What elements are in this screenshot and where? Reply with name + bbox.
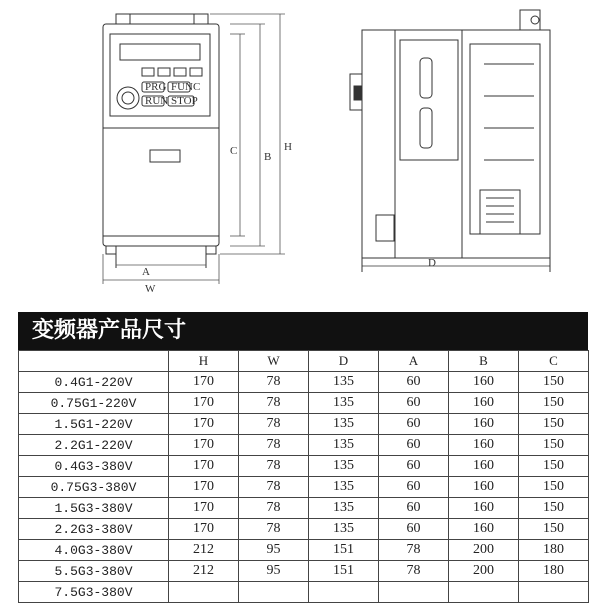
dial-knob <box>117 87 139 109</box>
table-row <box>19 582 589 603</box>
cell-d: 135 <box>309 456 379 477</box>
header-b: B <box>449 351 519 372</box>
cell-b: 160 <box>449 456 519 477</box>
cell-a: 60 <box>379 498 449 519</box>
cell-d: 135 <box>309 414 379 435</box>
cell-w: 95 <box>239 540 309 561</box>
cell-d: 151 <box>309 561 379 582</box>
cell-h: 170 <box>169 414 239 435</box>
cell-c: 150 <box>519 498 589 519</box>
cell-a: 60 <box>379 519 449 540</box>
cell-w: 95 <box>239 561 309 582</box>
display-window <box>120 44 200 60</box>
header-a: A <box>379 351 449 372</box>
cell-model: 0.75G3-380V <box>19 477 169 498</box>
cell-a <box>379 582 449 603</box>
cell-c: 150 <box>519 393 589 414</box>
panel-text <box>145 81 200 107</box>
cell-h: 170 <box>169 519 239 540</box>
cell-model: 2.2G1-220V <box>19 435 169 456</box>
cell-w: 78 <box>239 519 309 540</box>
cell-w: 78 <box>239 372 309 393</box>
cell-c: 150 <box>519 435 589 456</box>
cell-model: 1.5G1-220V <box>19 414 169 435</box>
cell-a: 60 <box>379 414 449 435</box>
cell-model: 2.2G3-380V <box>19 519 169 540</box>
cell-w <box>239 582 309 603</box>
table-row <box>19 498 589 519</box>
table-row <box>19 540 589 561</box>
cell-w: 78 <box>239 435 309 456</box>
dim-label-b: B <box>264 151 272 163</box>
cell-a: 60 <box>379 477 449 498</box>
cell-d: 135 <box>309 498 379 519</box>
table-row <box>19 477 589 498</box>
dimension-table <box>18 350 589 603</box>
prg-label: PRG <box>145 81 167 93</box>
cell-model: 0.75G1-220V <box>19 393 169 414</box>
cell-w: 78 <box>239 414 309 435</box>
table-row <box>19 519 589 540</box>
cell-a: 78 <box>379 561 449 582</box>
cell-w: 78 <box>239 393 309 414</box>
cell-model: 0.4G3-380V <box>19 456 169 477</box>
cell-b: 160 <box>449 519 519 540</box>
cell-c: 180 <box>519 561 589 582</box>
table-row <box>19 456 589 477</box>
table-row <box>19 393 589 414</box>
dim-label-d: D <box>428 257 436 269</box>
cell-b: 200 <box>449 540 519 561</box>
cell-c: 150 <box>519 456 589 477</box>
cell-c: 150 <box>519 477 589 498</box>
cell-d: 135 <box>309 477 379 498</box>
cell-h: 170 <box>169 498 239 519</box>
cell-b: 160 <box>449 498 519 519</box>
cell-h: 170 <box>169 477 239 498</box>
cell-h: 212 <box>169 561 239 582</box>
cell-b: 160 <box>449 372 519 393</box>
cell-c: 150 <box>519 372 589 393</box>
run-label: RUN <box>145 95 169 107</box>
cell-c <box>519 582 589 603</box>
cell-b: 160 <box>449 414 519 435</box>
cell-a: 60 <box>379 393 449 414</box>
dim-label-w: W <box>145 283 156 295</box>
cell-c: 180 <box>519 540 589 561</box>
front-dimension-lines <box>103 14 285 284</box>
table-row <box>19 561 589 582</box>
cell-model: 1.5G3-380V <box>19 498 169 519</box>
dim-label-a: A <box>142 266 150 278</box>
cell-c: 150 <box>519 414 589 435</box>
cell-model: 4.0G3-380V <box>19 540 169 561</box>
cell-d: 135 <box>309 519 379 540</box>
cell-d: 135 <box>309 372 379 393</box>
cell-w: 78 <box>239 456 309 477</box>
stop-label: STOP <box>171 95 198 107</box>
cell-b: 160 <box>449 435 519 456</box>
cell-h: 170 <box>169 456 239 477</box>
cell-b: 160 <box>449 393 519 414</box>
cell-a: 60 <box>379 372 449 393</box>
cell-d: 135 <box>309 435 379 456</box>
header-h: H <box>169 351 239 372</box>
cell-model: 0.4G1-220V <box>19 372 169 393</box>
front-view <box>103 14 219 268</box>
func-label: FUNC <box>171 81 201 93</box>
table-row <box>19 372 589 393</box>
header-w: W <box>239 351 309 372</box>
cell-a: 60 <box>379 456 449 477</box>
cell-b: 160 <box>449 477 519 498</box>
cell-h: 170 <box>169 393 239 414</box>
cell-d: 151 <box>309 540 379 561</box>
cell-d: 135 <box>309 393 379 414</box>
cell-c: 150 <box>519 519 589 540</box>
side-view <box>350 10 550 272</box>
cell-h: 212 <box>169 540 239 561</box>
header-model <box>19 351 169 372</box>
cell-a: 78 <box>379 540 449 561</box>
cell-w: 78 <box>239 498 309 519</box>
header-c: C <box>519 351 589 372</box>
cell-h: 170 <box>169 372 239 393</box>
table-body <box>19 372 589 603</box>
cell-w: 78 <box>239 477 309 498</box>
dim-label-h: H <box>284 141 292 153</box>
cell-b <box>449 582 519 603</box>
cell-h: 170 <box>169 435 239 456</box>
cell-h <box>169 582 239 603</box>
cell-b: 200 <box>449 561 519 582</box>
dim-label-c: C <box>230 145 238 157</box>
section-title: 变频器产品尺寸 <box>18 312 588 350</box>
table-row <box>19 414 589 435</box>
header-d: D <box>309 351 379 372</box>
cell-model: 7.5G3-380V <box>19 582 169 603</box>
cell-model: 5.5G3-380V <box>19 561 169 582</box>
table-header-row <box>19 351 589 372</box>
table-row <box>19 435 589 456</box>
cell-a: 60 <box>379 435 449 456</box>
cell-d <box>309 582 379 603</box>
